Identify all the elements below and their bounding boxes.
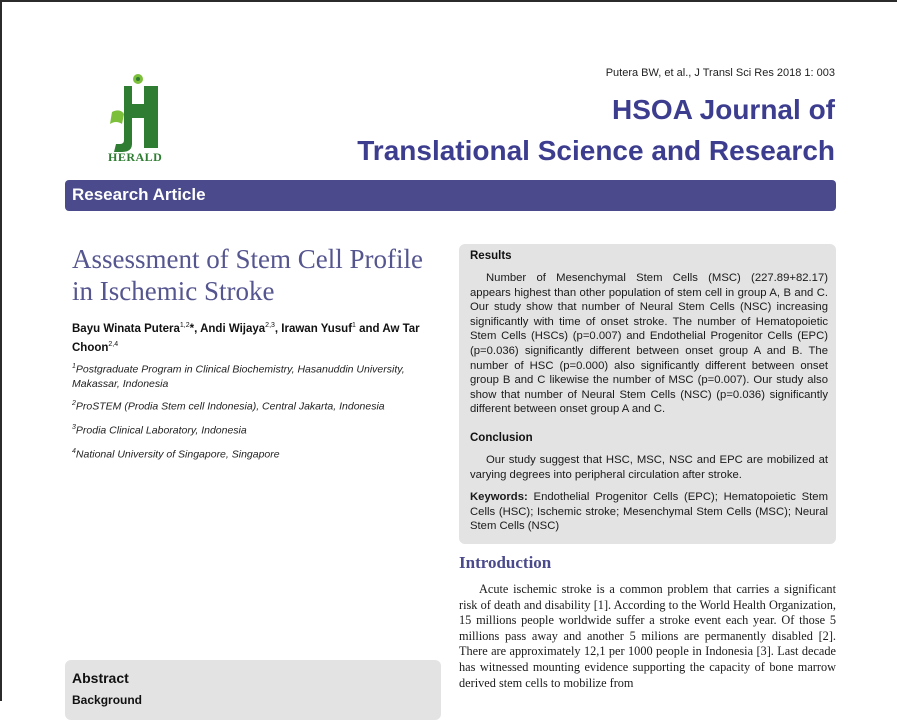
introduction-heading: Introduction	[459, 553, 552, 572]
paper-title: Assessment of Stem Cell Profile in Ischemic Stroke	[72, 244, 423, 306]
results-box	[459, 244, 836, 544]
author-separator: ,	[274, 322, 282, 335]
author-name: Irawan Yusuf	[281, 322, 353, 335]
introduction-text: Acute ischemic stroke is a common problem that carries a significant risk of death and disability [1]. According to the World Health Organization, 15 millions people worldwide suffer a stroke event each year. Of those 5 millions pass away and another 5 milions are permanently disabled [2]. There are approximately 12,1 per 1000 people in Indonesia [3]. Last decade has witnessed mounting evidence supporting the capacity of bone marrow derived stem cells to mobilize from	[459, 582, 836, 690]
author-affiliation-ref: 1,2	[179, 322, 190, 329]
affiliation-number: 1	[72, 363, 76, 370]
author-affiliation-ref: 2,4	[108, 340, 119, 348]
affiliation-text: ProSTEM (Prodia Stem cell Indonesia), Central Jakarta, Indonesia	[75, 400, 385, 413]
affiliation-text: National University of Singapore, Singapore	[75, 448, 280, 461]
journal-title-line1: HSOA Journal of	[612, 94, 835, 125]
author-list	[72, 318, 422, 356]
keywords	[470, 490, 828, 534]
background-subheading: Background	[72, 693, 143, 707]
results-heading: Results	[470, 250, 512, 262]
author-separator: *,	[189, 322, 201, 335]
article-type-label: Research Article	[72, 185, 206, 204]
abstract-heading: Abstract	[72, 670, 129, 686]
affiliation-text: Postgraduate Program in Clinical Biochemistry, Hasanuddin University, Makassar, Indonesia	[72, 363, 405, 390]
author-name: Bayu Winata Putera	[72, 322, 180, 335]
affiliation-4	[72, 445, 422, 462]
logo-text: HERALD	[108, 150, 163, 164]
frame-top-border	[0, 0, 897, 2]
abstract-box	[65, 660, 441, 720]
affiliation-number: 2	[72, 400, 76, 407]
author-name: Aw Tar Choon	[72, 322, 420, 354]
article-type-banner	[65, 180, 836, 211]
conclusion-heading: Conclusion	[470, 432, 533, 444]
author-affiliation-ref: 1	[352, 322, 356, 329]
citation: Putera BW, et al., J Transl Sci Res 2018 1: 003	[605, 67, 835, 79]
journal-title-line2: Translational Science and Research	[357, 135, 835, 166]
results-text: Number of Mesenchymal Stem Cells (MSC) (227.89+82.17) appears highest than other population of stem cell in group A, B and C. Our study show that number of Neural Stem Cells (NSC) increasing significantly with time of onset stroke. The number of Hematopoietic Stem Cells (HSCs) (p=0.007) and Endothelial Progenitor Cells (EPC) (p=0.036) significantly different between onset group A and B. The number of HSC (p=0.000) also significantly different between onset group B and C likewise the number of MSC (p=0.007). Our study also show that number of Neural Stem Cells (NSC) (p=0.036) significantly different between onset group A and C.	[470, 272, 828, 416]
affiliation-text: Prodia Clinical Laboratory, Indonesia	[75, 424, 247, 437]
affiliation-2	[72, 397, 422, 414]
affiliation-1	[72, 360, 422, 391]
affiliation-3	[72, 421, 422, 438]
keywords-text: Endothelial Progenitor Cells (EPC); Hematopoietic Stem Cells (HSC); Ischemic stroke; Mesenchymal Stem Cells (MSC); Neural Stem Cells (NSC)	[470, 491, 829, 533]
affiliation-number: 3	[72, 424, 76, 431]
author-affiliation-ref: 2,3	[265, 322, 275, 329]
frame-left-border	[0, 0, 2, 701]
author-separator: and	[355, 322, 383, 335]
author-name: Andi Wijaya	[200, 322, 266, 335]
conclusion-text: Our study suggest that HSC, MSC, NSC and EPC are mobilized at varying degrees into peripheral circulation after stroke.	[470, 454, 828, 481]
affiliation-number: 4	[72, 448, 76, 455]
keywords-label: Keywords:	[470, 491, 528, 503]
